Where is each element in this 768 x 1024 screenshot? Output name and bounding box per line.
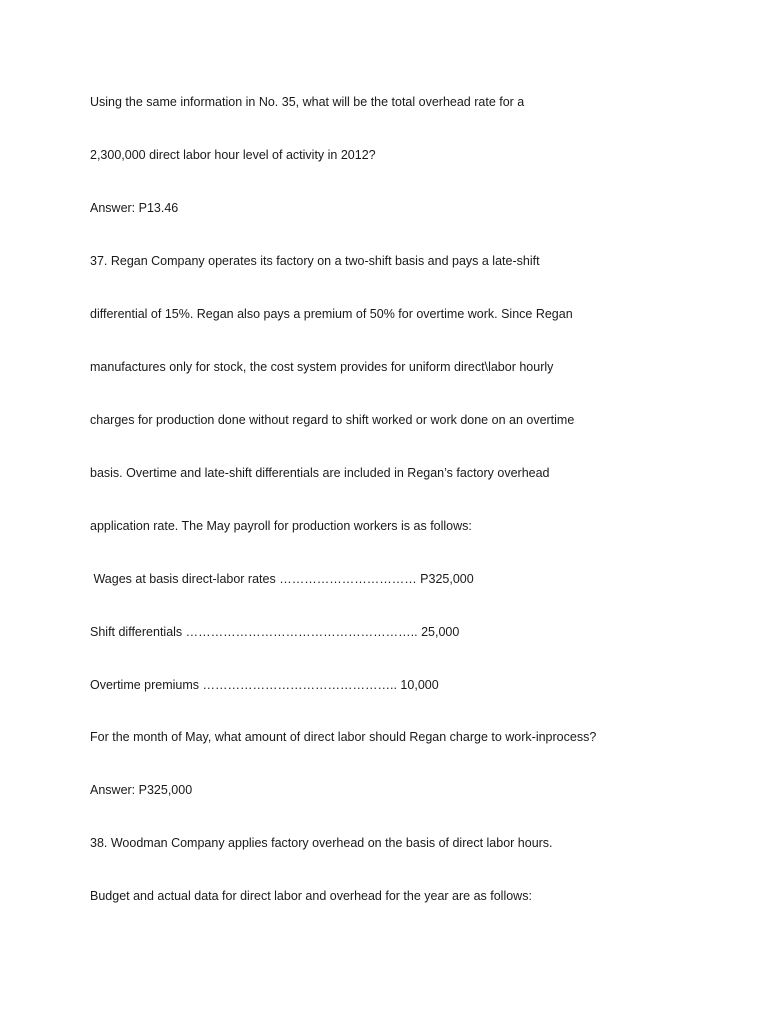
question-36-text-line-2: 2,300,000 direct labor hour level of activity in 2012? [90, 148, 376, 162]
question-37-text-line-5: basis. Overtime and late-shift differentials are included in Regan’s factory overhead [90, 466, 550, 480]
question-36-answer: Answer: P13.46 [90, 201, 179, 215]
question-36-text-line-1: Using the same information in No. 35, what will be the total overhead rate for a [90, 95, 525, 109]
question-38-text-line-2: Budget and actual data for direct labor and overhead for the year are as follows: [90, 889, 532, 903]
question-37-text-line-3: manufactures only for stock, the cost system provides for uniform direct\labor hourly [90, 360, 554, 374]
question-37-text-line-1: 37. Regan Company operates its factory on a two-shift basis and pays a late-shift [90, 254, 540, 268]
payroll-shift-line: Shift differentials ……………………………………………….. 25,000 [90, 625, 460, 639]
question-37-answer: Answer: P325,000 [90, 783, 193, 797]
payroll-overtime-line: Overtime premiums ……………………………………….. 10,000 [90, 678, 439, 692]
question-37-text-line-6: application rate. The May payroll for production workers is as follows: [90, 519, 472, 533]
payroll-wages-line: Wages at basis direct-labor rates …………………………… P325,000 [90, 572, 474, 586]
question-37-prompt: For the month of May, what amount of direct labor should Regan charge to work-inprocess? [90, 730, 597, 744]
question-38-text-line-1: 38. Woodman Company applies factory overhead on the basis of direct labor hours. [90, 836, 553, 850]
question-37-text-line-2: differential of 15%. Regan also pays a premium of 50% for overtime work. Since Regan [90, 307, 573, 321]
question-37-text-line-4: charges for production done without regard to shift worked or work done on an overtime [90, 413, 575, 427]
